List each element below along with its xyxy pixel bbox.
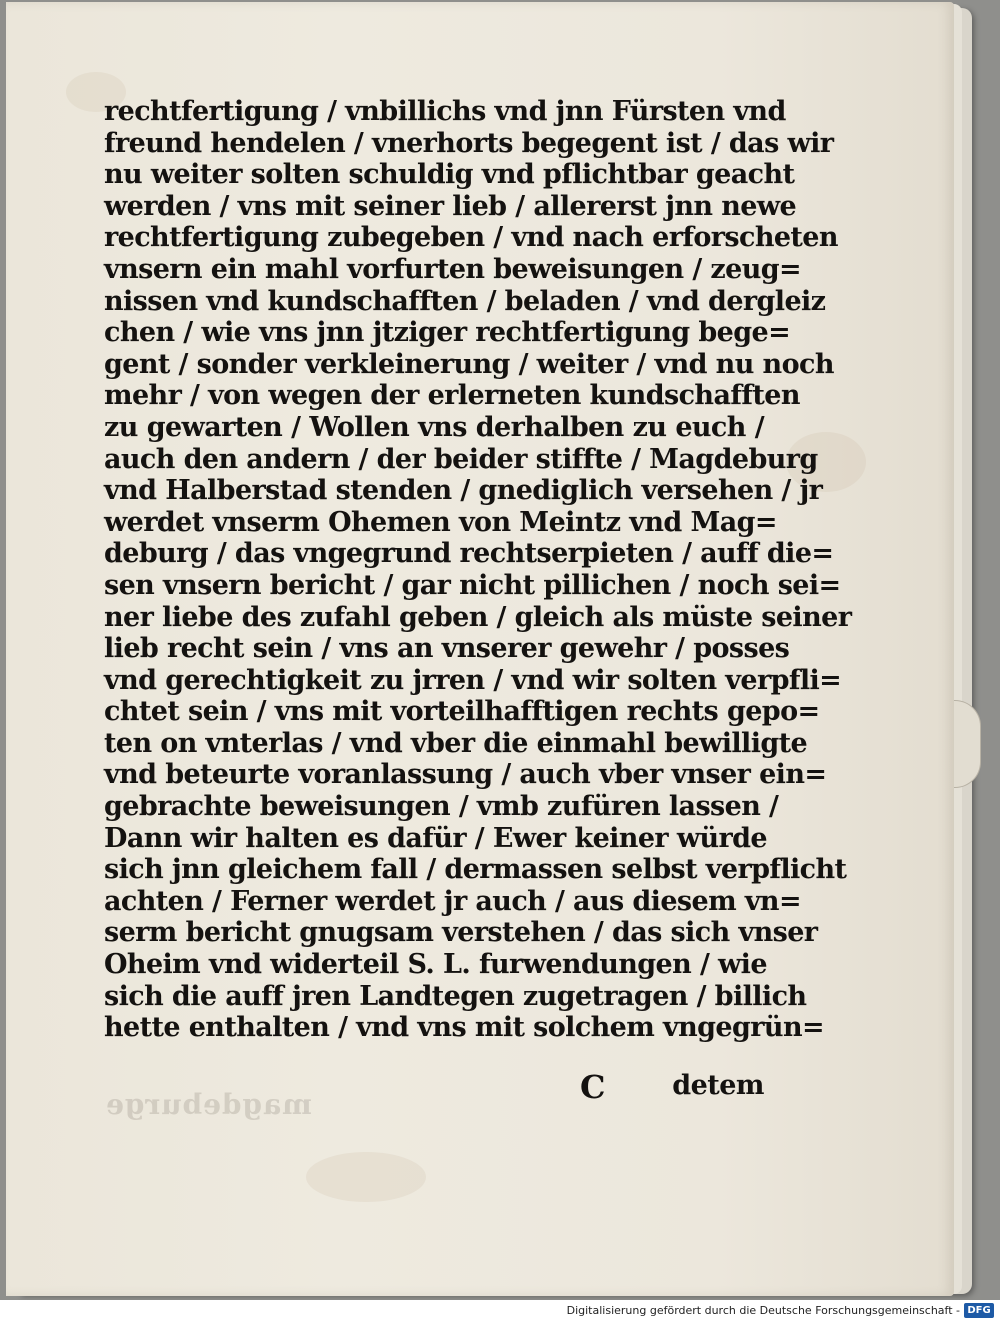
text-line: zu gewarten / Wollen vns derhalben zu euch / (104, 411, 764, 443)
text-line: vnd beteurte voranlassung / auch vber vnser ein= (104, 759, 827, 791)
text-line: deburg / das vngegrund rechtserpieten / auff die= (104, 538, 834, 570)
text-line: gent / sonder verkleinerung / weiter / vnd nu noch (104, 348, 834, 380)
text-line: chen / wie vns jnn jtziger rechtfertigung bege= (104, 317, 791, 349)
text-line: gebrachte beweisungen / vmb zufüren lassen / (104, 791, 779, 823)
main-text-block (104, 96, 852, 1044)
bleed-through-text: magdeburge (105, 1088, 312, 1121)
text-line: mehr / von wegen der erlerneten kundschafften (104, 380, 800, 412)
text-line: lieb recht sein / vns an vnserer gewehr / posses (104, 633, 790, 665)
catchword: detem (672, 1070, 764, 1101)
text-line: rechtfertigung / vnbillichs vnd jnn Fürsten vnd (104, 96, 786, 127)
text-line: achten / Ferner werdet jr auch / aus diesem vn= (104, 885, 801, 917)
text-line: Dann wir halten es dafür / Ewer keiner würde (104, 822, 767, 854)
dfg-logo-icon: DFG (964, 1303, 994, 1318)
text-line: vnd gerechtigkeit zu jrren / vnd wir solten verpfli= (104, 664, 842, 696)
signature-row (580, 1068, 764, 1106)
text-line: ner liebe des zufahl geben / gleich als müste seiner (104, 601, 852, 633)
text-line: nu weiter solten schuldig vnd pflichtbar geacht (104, 159, 795, 191)
text-line: freund hendelen / vnerhorts begegent ist / das wir (104, 127, 834, 159)
text-line: rechtfertigung zubegeben / vnd nach erforscheten (104, 222, 838, 254)
text-line: werdet vnserm Ohemen von Meintz vnd Mag= (104, 506, 777, 538)
text-line: sen vnsern bericht / gar nicht pillichen / noch sei= (104, 569, 841, 601)
text-line: chtet sein / vns mit vorteilhafftigen rechts gepo= (104, 696, 820, 728)
text-line: ten on vnterlas / vnd vber die einmahl bewilligte (104, 727, 808, 759)
text-line: nissen vnd kundschafften / beladen / vnd dergleiz (104, 285, 826, 317)
footer-bar (0, 1300, 1000, 1322)
footer-credit-text: Digitalisierung gefördert durch die Deutsche Forschungsgemeinschaft - (566, 1304, 960, 1317)
text-line: sich die auff jren Landtegen zugetragen / billich (104, 980, 807, 1012)
text-line: vnd Halberstad stenden / gnediglich versehen / jr (104, 475, 823, 507)
text-line: auch den andern / der beider stiffte / Magdeburg (104, 443, 818, 475)
text-line: Oheim vnd widerteil S. L. furwendungen / wie (104, 949, 767, 981)
text-line: hette enthalten / vnd vns mit solchem vngegrün= (104, 1012, 824, 1044)
paper-stain (306, 1152, 426, 1202)
text-line: sich jnn gleichem fall / dermassen selbst verpflicht (104, 854, 847, 886)
text-line: serm bericht gnugsam verstehen / das sich vnser (104, 917, 818, 949)
text-line: werden / vns mit seiner lieb / allererst jnn newe (104, 190, 797, 222)
signature-mark: C (580, 1068, 606, 1106)
text-line: vnsern ein mahl vorfurten beweisungen / zeug= (104, 253, 802, 285)
